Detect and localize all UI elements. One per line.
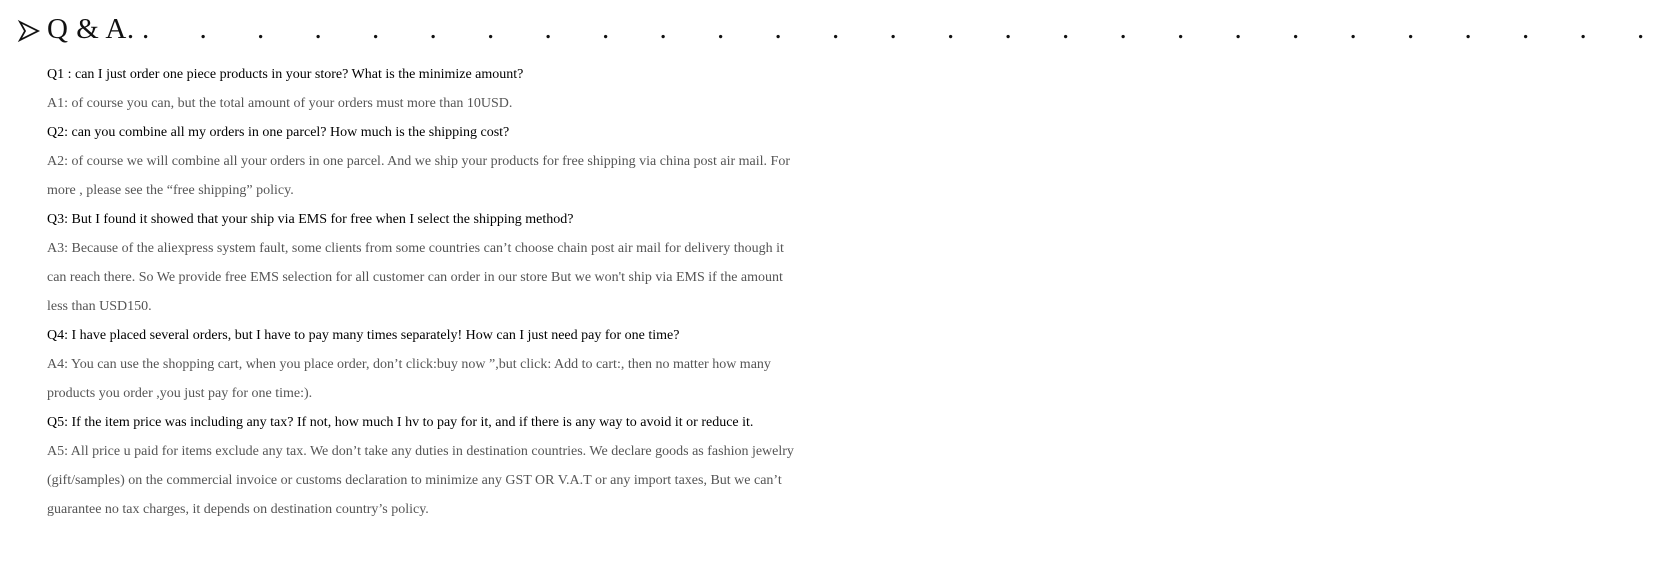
answer-2: A2: of course we will combine all your orders in one parcel. And we ship your products for free shipping via china post air mail. For more , please see the “free shipping” policy. [47,154,790,198]
section-title: Q & A. [47,13,135,45]
question-2: Q2: can you combine all my orders in one parcel? How much is the shipping cost? [47,125,510,140]
qa-list [47,60,799,524]
arrow-right-icon [18,20,40,42]
question-3: Q3: But I found it showed that your ship via EMS for free when I select the shipping method? [47,212,574,227]
answer-4: A4: You can use the shopping cart, when you place order, don’t click:buy now ”,but click: Add to cart:, then no matter how many products you order ,you just pay for one time:). [47,357,771,401]
question-4: Q4: I have placed several orders, but I have to pay many times separately! How can I just need pay for one time? [47,328,680,343]
dotted-leader: . . . . . . . . . . . . . . . . . . . . . . . . . . . [142,13,1666,45]
question-5: Q5: If the item price was including any tax? If not, how much I hv to pay for it, and if there is any way to avoid it or reduce it. [47,415,754,430]
question-1: Q1 : can I just order one piece products in your store? What is the minimize amount? [47,67,524,82]
answer-3: A3: Because of the aliexpress system fault, some clients from some countries can’t choose chain post air mail for delivery though it can reach there. So We provide free EMS selection for all customer can order in our store But we won't ship via EMS if the amount less than USD150. [47,241,784,314]
answer-1: A1: of course you can, but the total amount of your orders must more than 10USD. [47,96,513,111]
answer-5: A5: All price u paid for items exclude any tax. We don’t take any duties in destination countries. We declare goods as fashion jewelry (gift/samples) on the commercial invoice or customs declaration to minimize any GST OR V.A.T or any import taxes, But we can’t guarantee no tax charges, it depends on destination country’s policy. [47,444,794,517]
qa-header [14,10,1666,50]
